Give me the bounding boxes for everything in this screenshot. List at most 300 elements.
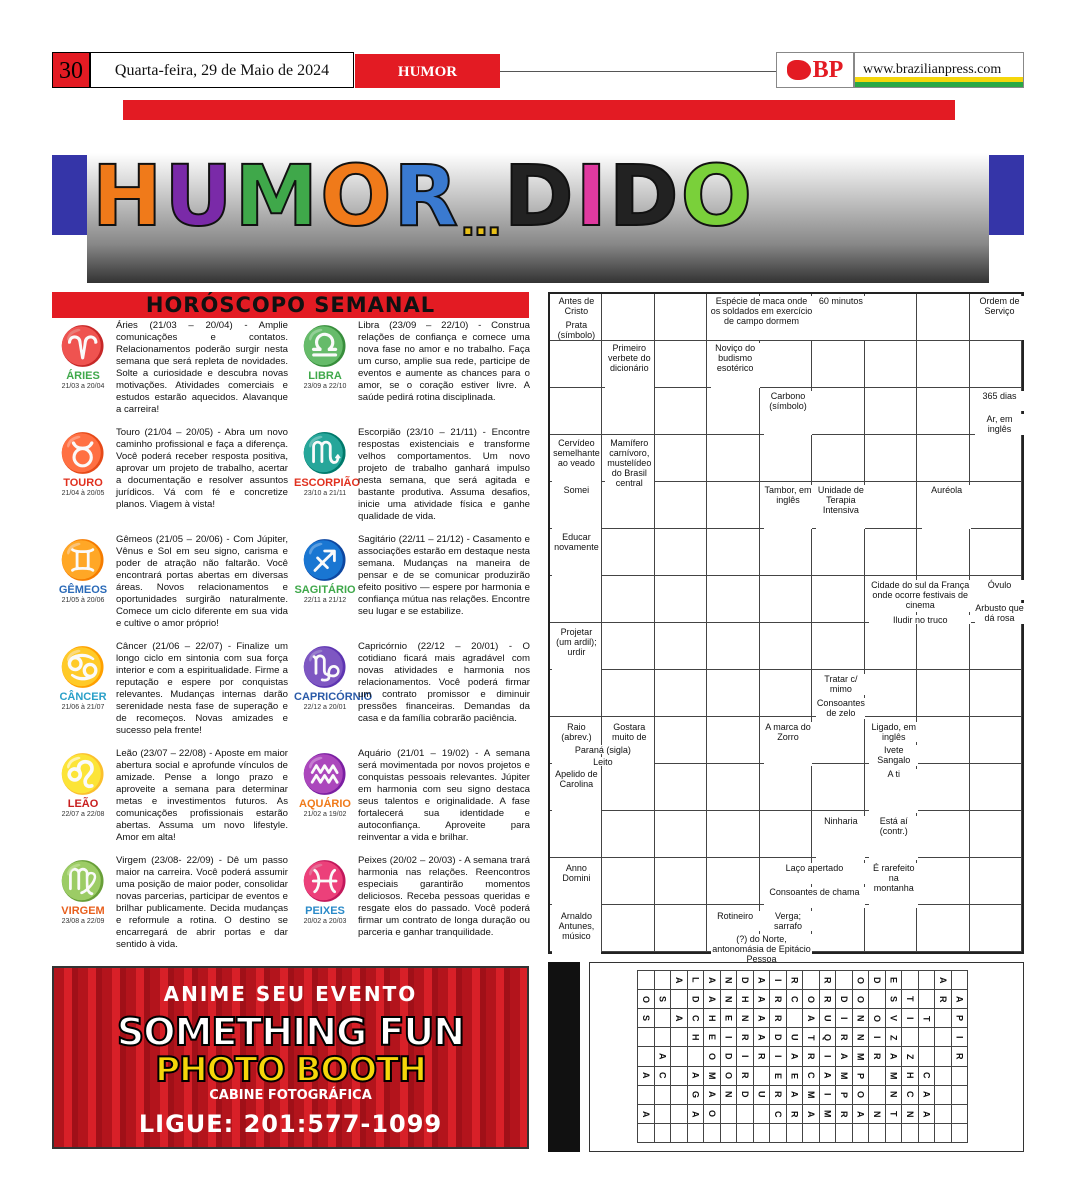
crossword-cell[interactable]: [707, 811, 759, 858]
crossword-cell[interactable]: [655, 435, 707, 482]
crossword-clue: Educar novamente: [552, 532, 601, 576]
solution-cell: R: [736, 1027, 754, 1047]
crossword-cell[interactable]: [865, 623, 917, 670]
crossword-cell[interactable]: [917, 388, 969, 435]
solution-cell: A: [819, 1066, 837, 1086]
solution-cell: [934, 1008, 952, 1028]
solution-cell: [835, 1123, 853, 1143]
crossword-clue: Gostara muito de: [605, 722, 654, 743]
crossword-cell[interactable]: [707, 435, 759, 482]
solution-cell: [736, 1104, 754, 1124]
solution-cell: A: [687, 1066, 705, 1086]
solution-cell: R: [868, 1046, 886, 1066]
solution-cell: O: [868, 1008, 886, 1028]
banner-letter: ...: [460, 199, 500, 245]
solution-cell: [654, 1123, 672, 1143]
solution-cell: [918, 1046, 936, 1066]
crossword-clue: Óvulo: [975, 580, 1024, 601]
zodiac-glyph: ♓: [301, 861, 349, 903]
crossword-cell[interactable]: [917, 341, 969, 388]
solution-cell: D: [835, 989, 853, 1009]
crossword-cell[interactable]: [865, 670, 917, 717]
crossword-cell[interactable]: [760, 670, 812, 717]
crossword-clue: Ninharia: [816, 816, 865, 860]
solution-cell: C: [687, 1008, 705, 1028]
solution-cell: A: [802, 1008, 820, 1028]
solution-cell: [637, 1123, 655, 1143]
solution-cell: N: [901, 1104, 919, 1124]
solution-cell: G: [687, 1085, 705, 1105]
crossword-cell[interactable]: [602, 811, 654, 858]
solution-cell: I: [769, 970, 787, 990]
horoscope-leão: [52, 748, 290, 856]
solution-cell: O: [852, 1085, 870, 1105]
solution-cell: A: [703, 970, 721, 990]
solution-cell: R: [835, 1027, 853, 1047]
section-label: HUMOR: [355, 54, 500, 88]
crossword-cell[interactable]: [602, 529, 654, 576]
crossword-clue: Ivete Sangalo: [869, 745, 918, 766]
solution-cell: N: [720, 1085, 738, 1105]
solution-cell: A: [835, 1046, 853, 1066]
solution-cell: [637, 1085, 655, 1105]
solution-cell: A: [852, 1104, 870, 1124]
horoscope-câncer: [52, 641, 290, 749]
banner-title: [92, 147, 750, 245]
crossword-cell[interactable]: [550, 388, 602, 435]
banner-letter: D: [503, 147, 572, 245]
solution-cell: [670, 1104, 688, 1124]
solution-cell: [802, 1123, 820, 1143]
crossword-cell[interactable]: [917, 858, 969, 905]
crossword-cell[interactable]: [655, 341, 707, 388]
horoscope-libra: [294, 320, 532, 428]
crossword-cell[interactable]: [655, 858, 707, 905]
crossword-cell[interactable]: [707, 388, 759, 435]
brazilianpress-logo[interactable]: [776, 52, 854, 88]
sign-name: CAPRICÓRNIO: [294, 691, 373, 703]
crossword-cell[interactable]: [970, 482, 1022, 529]
solution-cell: [654, 1008, 672, 1028]
crossword-clue: Noviço do budismo esotérico: [711, 343, 760, 387]
solution-cell: R: [736, 1066, 754, 1086]
crossword-cell[interactable]: [812, 576, 864, 623]
banner-red-stripe: [123, 100, 955, 120]
crossword-cell[interactable]: [550, 811, 602, 858]
sign-forecast: Escorpião (23/10 – 21/11) - Encontre respostas existenciais e transforme velhos comportamentos. Um novo projeto de trabalho ganhará impulso nesta semana, que será agitada e bastante produtiva. Assuma desafios, inicie uma atividade física e ganhe qualidade de vida.: [358, 427, 530, 522]
crossword-cell[interactable]: [550, 341, 602, 388]
solution-cell: [802, 970, 820, 990]
solution-cell: R: [835, 1104, 853, 1124]
crossword-cell[interactable]: [865, 341, 917, 388]
crossword-cell[interactable]: [917, 435, 969, 482]
crossword-clue: Mamífero carnívoro, mustelídeo do Brasil central: [605, 438, 654, 482]
solution-cell: [835, 970, 853, 990]
sign-forecast: Virgem (23/08- 22/09) - Dê um passo maior na carreira. Você poderá assumir uma posição de maior poder, consolidar novas parcerias, participar de eventos e brilhar publicamente. Decida mudanças e reformule a rotina. O destino se encarregará de abrir portas e dar sentido à vida.: [116, 855, 288, 950]
sign-name: ESCORPIÃO: [294, 477, 361, 489]
crossword-clue: Está aí (contr.): [869, 816, 918, 860]
crossword-cell[interactable]: [970, 717, 1022, 764]
solution-cell: C: [786, 989, 804, 1009]
zodiac-glyph: ♒: [301, 754, 349, 796]
sign-dates: 22/07 a 22/08: [61, 811, 105, 818]
crossword-cell[interactable]: [970, 341, 1022, 388]
solution-cell: S: [885, 989, 903, 1009]
banner-letter: I: [575, 147, 605, 245]
solution-cell: N: [852, 1027, 870, 1047]
banner-left-bar: [52, 155, 87, 235]
humor-banner: [52, 125, 1024, 283]
solution-cell: [868, 1085, 886, 1105]
crossword-cell[interactable]: [865, 529, 917, 576]
solution-cell: O: [637, 989, 655, 1009]
solution-cell: [786, 1008, 804, 1028]
horoscope-áries: [52, 320, 290, 428]
crossword-cell[interactable]: [707, 529, 759, 576]
solution-cell: [720, 1104, 738, 1124]
crossword-cell[interactable]: [970, 858, 1022, 905]
solution-cell: M: [703, 1066, 721, 1086]
solution-cell: O: [852, 989, 870, 1009]
zodiac-glyph: ♐: [301, 540, 349, 582]
solution-cell: N: [736, 1008, 754, 1028]
crossword-cell[interactable]: [655, 811, 707, 858]
crossword-cell[interactable]: [602, 764, 654, 811]
crossword-clue: Carbono (símbolo): [764, 391, 813, 435]
solution-cell: A: [934, 970, 952, 990]
solution-cell: A: [786, 1085, 804, 1105]
solution-cell: A: [885, 1046, 903, 1066]
sign-name: LEÃO: [67, 798, 99, 810]
solution-cell: A: [753, 1008, 771, 1028]
crossword-clue: Paraná (sigla): [552, 745, 654, 754]
zodiac-glyph: ♈: [59, 326, 107, 368]
crossword-cell[interactable]: [655, 529, 707, 576]
sign-dates: 22/12 a 20/01: [303, 704, 347, 711]
solution-cell: C: [802, 1066, 820, 1086]
sign-forecast: Aquário (21/01 – 19/02) - A semana será movimentada por novos projetos e conquistas pessoais relevantes. Júpiter em harmonia com seu signo destaca seus talentos e originalidade. A fase fortalecerá sua identidade e autoconfiança. Aproveite para reinventar a vida e brilhar.: [358, 748, 530, 843]
crossword-cell[interactable]: [602, 623, 654, 670]
sign-dates: 21/03 a 20/04: [61, 383, 105, 390]
crossword-cell[interactable]: [812, 435, 864, 482]
sign-name: TOURO: [63, 477, 103, 489]
crossword-cell[interactable]: [970, 670, 1022, 717]
solution-cell: H: [703, 1008, 721, 1028]
issue-date: Quarta-feira, 29 de Maio de 2024: [90, 52, 354, 88]
solution-cell: E: [769, 1066, 787, 1086]
solution-cell: [670, 1066, 688, 1086]
crossword-cell[interactable]: [760, 623, 812, 670]
banner-letter: M: [234, 147, 317, 245]
crossword-cell[interactable]: [970, 764, 1022, 811]
solution-cell: T: [885, 1104, 903, 1124]
solution-grid: [638, 971, 968, 1143]
sign-dates: 23/09 a 22/10: [303, 383, 347, 390]
solution-cell: N: [868, 1104, 886, 1124]
solution-cell: I: [769, 1046, 787, 1066]
solution-cell: [934, 1123, 952, 1143]
solution-cell: E: [786, 1066, 804, 1086]
zodiac-icon: [52, 324, 114, 391]
solution-cell: C: [918, 1066, 936, 1086]
solution-cell: [918, 1027, 936, 1047]
zodiac-icon: [294, 859, 356, 926]
solution-cell: I: [835, 1008, 853, 1028]
solution-cell: [753, 1104, 771, 1124]
solution-cell: I: [868, 1027, 886, 1047]
zodiac-icon: [294, 538, 356, 605]
sign-name: GÊMEOS: [58, 584, 108, 596]
crossword-cell[interactable]: [602, 905, 654, 952]
zodiac-icon: [294, 431, 361, 498]
crossword-clue: Ligado, em inglês: [869, 722, 918, 743]
crossword-cell[interactable]: [812, 341, 864, 388]
solution-cell: I: [951, 1027, 969, 1047]
crossword-cell[interactable]: [760, 811, 812, 858]
crossword-cell[interactable]: [602, 294, 654, 341]
solution-cell: A: [654, 1046, 672, 1066]
solution-cell: [868, 1066, 886, 1086]
crossword-cell[interactable]: [655, 670, 707, 717]
crossword-cell[interactable]: [707, 670, 759, 717]
zodiac-icon: [52, 645, 114, 712]
crossword-cell[interactable]: [655, 905, 707, 952]
crossword-cell[interactable]: [602, 388, 654, 435]
solution-cell: R: [769, 1085, 787, 1105]
crossword-cell[interactable]: [707, 482, 759, 529]
crossword-cell[interactable]: [917, 905, 969, 952]
solution-cell: [736, 1123, 754, 1143]
zodiac-icon: [52, 431, 114, 498]
solution-cell: [934, 1027, 952, 1047]
solution-cell: M: [885, 1066, 903, 1086]
crossword-cell[interactable]: [707, 764, 759, 811]
crossword-cell[interactable]: [760, 576, 812, 623]
crossword-clue: Primeiro verbete do dicionário: [605, 343, 654, 387]
sign-forecast: Câncer (21/06 – 22/07) - Finalize um longo ciclo em sintonia com sua força interior e com a espiritualidade. Firme a reputação e espere por conquistas relevantes. Mudanças internas darão serenidade nesta fase de superação e de recomeços. Novas amizades e sucesso pela frente!: [116, 641, 288, 736]
solution-cell: [934, 1046, 952, 1066]
solution-cell: A: [753, 1027, 771, 1047]
crossword-clue: Somei: [552, 485, 601, 529]
solution-cell: [868, 989, 886, 1009]
horoscope-gêmeos: [52, 534, 290, 642]
crossword-cell[interactable]: [655, 294, 707, 341]
ad-phone: LIGUE: 201:577-1099: [138, 1110, 443, 1138]
solution-cell: H: [687, 1027, 705, 1047]
crossword-cell[interactable]: [760, 435, 812, 482]
crossword-cell[interactable]: [655, 482, 707, 529]
sign-forecast: Sagitário (22/11 – 21/12) - Casamento e associações estarão em destaque nesta semana. Mudanças na maneira de pensar e de se comunicar produzirão efeito positivo — espere por harmonia e confiança mútua nas relações. Encontre seu lugar e se estabilize.: [358, 534, 530, 617]
solution-cell: I: [901, 1008, 919, 1028]
crossword-cell[interactable]: [812, 388, 864, 435]
crossword-cell[interactable]: [917, 670, 969, 717]
crossword-cell[interactable]: [602, 858, 654, 905]
crossword-clue: Laço apertado: [764, 863, 866, 884]
solution-cell: [654, 1085, 672, 1105]
crossword-cell[interactable]: [970, 811, 1022, 858]
crossword-cell[interactable]: [812, 764, 864, 811]
sign-forecast: Gêmeos (21/05 – 20/06) - Com Júpiter, Vênus e Sol em seu signo, carisma e poder de atração não faltarão. Você encontrará portas abertas em diversas áreas. Novos relacionamentos e oportunidades surgirão naturalmente. Comece um ciclo diferente em sua vida e cultive o amor próprio!: [116, 534, 288, 629]
crossword-cell[interactable]: [707, 858, 759, 905]
horoscope-sagitário: [294, 534, 532, 642]
solution-cell: [819, 1123, 837, 1143]
solution-cell: I: [736, 1046, 754, 1066]
sign-dates: 20/02 a 20/03: [303, 918, 347, 925]
horoscope-aquário: [294, 748, 532, 856]
sign-dates: 21/06 à 21/07: [61, 704, 105, 711]
website-link[interactable]: www.brazilianpress.com: [854, 52, 1024, 88]
banner-letter: H: [92, 147, 161, 245]
crossword-cell[interactable]: [812, 717, 864, 764]
crossword-cell[interactable]: [865, 388, 917, 435]
crossword-clue: A marca do Zorro: [764, 722, 813, 766]
crossword-cell[interactable]: [655, 576, 707, 623]
solution-cell: D: [687, 989, 705, 1009]
crossword-clue: Espécie de maca onde os soldados em exercício de campo dormem: [711, 296, 813, 340]
solution-cell: M: [852, 1046, 870, 1066]
horoscope-escorpião: [294, 427, 532, 535]
solution-cell: A: [637, 1104, 655, 1124]
crossword-cell[interactable]: [550, 576, 602, 623]
solution-cell: O: [703, 1046, 721, 1066]
header-rule: [500, 71, 776, 72]
ad-caption: CABINE FOTOGRÁFICA: [209, 1088, 372, 1103]
solution-cell: A: [753, 989, 771, 1009]
crossword-cell[interactable]: [550, 670, 602, 717]
solution-cell: N: [720, 989, 738, 1009]
crossword-cell[interactable]: [917, 764, 969, 811]
crossword-cell[interactable]: [865, 294, 917, 341]
crossword-clue: Arbusto que dá rosa: [975, 603, 1024, 624]
crossword-cell[interactable]: [602, 576, 654, 623]
solution-cell: O: [720, 1066, 738, 1086]
banner-letter: O: [320, 147, 390, 245]
sign-forecast: Áries (21/03 – 20/04) - Amplie comunicações e contatos. Relacionamentos poderão surgir nesta semana que será repleta de novidades. Solte a curiosidade e descubra novas motivações. Atividades comerciais e estudos estarão aquecidos. Alavanque a carreira!: [116, 320, 288, 415]
solution-cell: D: [868, 970, 886, 990]
crossword-cell[interactable]: [917, 717, 969, 764]
zodiac-glyph: ♍: [59, 861, 107, 903]
solution-cell: Z: [901, 1046, 919, 1066]
crossword-cell[interactable]: [655, 717, 707, 764]
solution-cell: M: [819, 1104, 837, 1124]
crossword-cell[interactable]: [602, 670, 654, 717]
crossword-clue: (?) do Norte, antonomásia de Epitácio Pessoa: [712, 934, 811, 965]
solution-cell: [720, 1123, 738, 1143]
crossword-clue: Raio (abrev.): [552, 722, 601, 743]
banner-right-bar: [989, 155, 1024, 235]
crossword-cell[interactable]: [970, 435, 1022, 482]
crossword-cell[interactable]: [812, 623, 864, 670]
crossword-cell[interactable]: [707, 623, 759, 670]
solution-cell: A: [918, 1085, 936, 1105]
photo-booth-ad[interactable]: [52, 966, 529, 1149]
solution-cell: A: [753, 970, 771, 990]
crossword-cell[interactable]: [812, 905, 864, 952]
crossword-cell[interactable]: [760, 341, 812, 388]
solution-cell: O: [703, 1104, 721, 1124]
solution-cell: I: [819, 1085, 837, 1105]
solution-cell: C: [654, 1066, 672, 1086]
crossword-clue: Ar, em inglês: [975, 414, 1024, 435]
solution-cell: [934, 1104, 952, 1124]
crossword-cell[interactable]: [655, 388, 707, 435]
solution-cell: [885, 1123, 903, 1143]
solution-cell: V: [885, 1008, 903, 1028]
solution-cell: [687, 1123, 705, 1143]
solution-cell: [654, 1104, 672, 1124]
crossword-clue: Iludir no truco: [869, 615, 971, 624]
crossword-cell[interactable]: [707, 576, 759, 623]
solution-cell: M: [835, 1066, 853, 1086]
zodiac-icon: [294, 324, 356, 391]
crossword-cell[interactable]: [970, 529, 1022, 576]
solution-cell: R: [769, 1008, 787, 1028]
crossword-solution: [589, 962, 1024, 1152]
crossword-cell[interactable]: [865, 482, 917, 529]
crossword-clue: Auréola: [922, 485, 971, 529]
zodiac-glyph: ♑: [301, 647, 349, 689]
crossword-cell[interactable]: [865, 905, 917, 952]
solution-cell: [753, 1123, 771, 1143]
crossword-cell[interactable]: [917, 811, 969, 858]
crossword-cell[interactable]: [812, 529, 864, 576]
crossword-cell[interactable]: [970, 905, 1022, 952]
solution-cell: Z: [885, 1027, 903, 1047]
crossword-cell[interactable]: [655, 764, 707, 811]
crossword-cell[interactable]: [917, 529, 969, 576]
solution-cell: R: [753, 1046, 771, 1066]
solution-cell: [670, 1123, 688, 1143]
sign-dates: 23/08 a 22/09: [61, 918, 105, 925]
crossword-clue: Tratar c/ mimo: [816, 674, 865, 695]
sign-forecast: Capricórnio (22/12 – 20/01) - O cotidiano ficará mais agradável com novas atividades e harmonia nos relacionamentos. Você poderá firmar um contrato promissor e diminuir pressões financeiras. Demandas da casa e da família cobrarão paciência.: [358, 641, 530, 724]
crossword-cell[interactable]: [760, 764, 812, 811]
crossword-cell[interactable]: [760, 529, 812, 576]
logo-text: BP: [812, 56, 844, 83]
solution-cell: I: [720, 1027, 738, 1047]
horoscope-touro: [52, 427, 290, 535]
crossword-cell[interactable]: [917, 294, 969, 341]
horoscope-capricórnio: [294, 641, 532, 749]
crossword-cell[interactable]: [970, 623, 1022, 670]
crossword-cell[interactable]: [655, 623, 707, 670]
solution-cell: [918, 1123, 936, 1143]
solution-cell: O: [852, 970, 870, 990]
crossword-clue: Tambor, em inglês: [764, 485, 813, 529]
solution-cell: [670, 989, 688, 1009]
solution-cell: [901, 970, 919, 990]
solution-cell: [670, 1027, 688, 1047]
zodiac-glyph: ♏: [301, 433, 349, 475]
crossword-cell[interactable]: [602, 482, 654, 529]
crossword-cell[interactable]: [917, 623, 969, 670]
solution-cell: U: [753, 1085, 771, 1105]
crossword-clue: Cervídeo semelhante ao veado: [552, 438, 601, 482]
sign-dates: 21/05 à 20/06: [61, 597, 105, 604]
solution-cell: T: [901, 989, 919, 1009]
crossword-clue: 60 minutos: [816, 296, 865, 340]
solution-cell: S: [637, 1008, 655, 1028]
solution-cell: [654, 970, 672, 990]
horoscope-title: HORÓSCOPO SEMANAL: [52, 292, 529, 318]
crossword-cell[interactable]: [865, 435, 917, 482]
solution-cell: [670, 1046, 688, 1066]
solution-cell: R: [786, 970, 804, 990]
crossword-cell[interactable]: [707, 717, 759, 764]
solution-cell: N: [852, 1008, 870, 1028]
solution-cell: D: [736, 970, 754, 990]
page-number: 30: [52, 52, 90, 88]
